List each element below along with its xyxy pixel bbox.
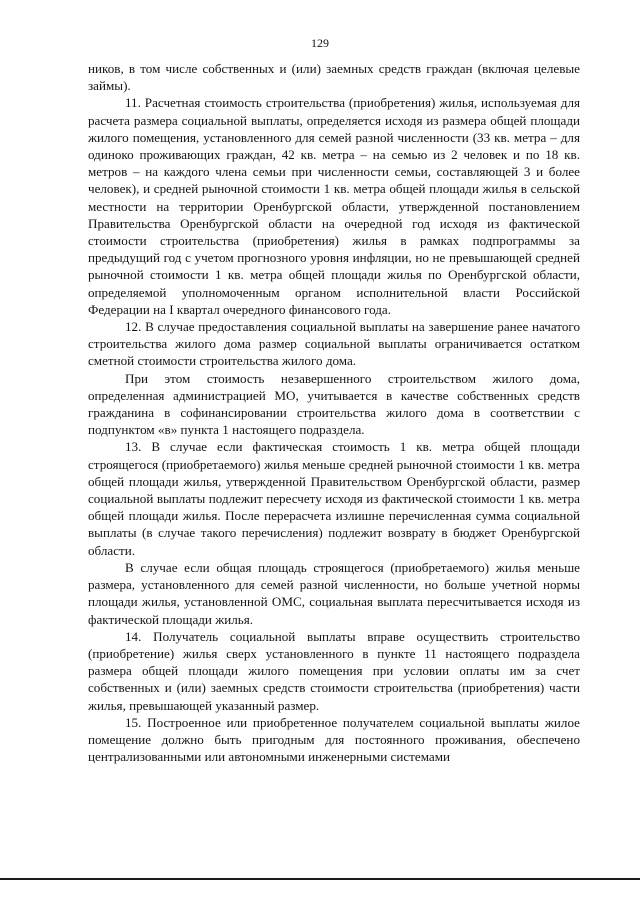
page-number: 129: [311, 36, 329, 50]
paragraph: При этом стоимость незавершенного строительством жилого дома, определенная администрацией МО, учитывается в качестве собственных средств гражданина в софинансировании строительства жилого дома в соответствии с подпунктом «в» пункта 1 настоящего подраздела.: [88, 370, 580, 438]
scan-bottom-edge-line: [0, 878, 640, 880]
paragraph: 12. В случае предоставления социальной выплаты на завершение ранее начатого строительства жилого дома размер социальной выплаты ограничивается остатком сметной стоимости строительства жилого дома.: [88, 319, 580, 369]
paragraph: В случае если общая площадь строящегося (приобретаемого) жилья меньше размера, установленного для семей разной численности, но больше учетной нормы площади жилья, установленной ОМС, социальная выплата пересчитывается исходя из фактической площади жилья.: [88, 559, 580, 627]
paragraph: 13. В случае если фактическая стоимость 1 кв. метра общей площади строящегося (приобретаемого) жилья меньше средней рыночной стоимости 1 кв. метра общей площади жилья, утвержденной Правительством Оренбургской области, размер социальной выплаты подлежит пересчету исходя из фактической стоимости 1 кв. метра общей площади жилья. После перерасчета излишне перечисленная сумма социальной выплаты (в случае такого перечисления) подлежит возврату в бюджет Оренбургской области.: [88, 439, 580, 558]
paragraph: 15. Построенное или приобретенное получателем социальной выплаты жилое помещение должно быть пригодным для постоянного проживания, обеспечено централизованными или автономными инженерными системами: [88, 714, 580, 765]
document-body: [88, 60, 580, 765]
paragraph: ников, в том числе собственных и (или) заемных средств граждан (включая целевые займы).: [88, 61, 580, 94]
paragraph: 14. Получатель социальной выплаты вправе осуществить строительство (приобретение) жилья сверх установленного в пункте 11 настоящего подраздела размера общей площади жилого помещения при условии оплаты им за счет собственных и (или) заемных средств стоимости строительства (приобретения) части жилья, превышающей указанный размер.: [88, 628, 580, 713]
paragraph: 11. Расчетная стоимость строительства (приобретения) жилья, используемая для расчета размера социальной выплаты, определяется исходя из размера общей площади жилого помещения, установленного для семей разной численности (33 кв. метра – для одиноко проживающих граждан, 42 кв. метра – на семью из 2 человек и по 18 кв. метров – на каждого члена семьи при численности семьи, составляющей 3 и более человек), и средней рыночной стоимости 1 кв. метра общей площади жилья в сельской местности на территории Оренбургской области, утвержденной постановлением Правительства Оренбургской области на очередной год исходя из фактической стоимости строительства (приобретения) жилья в рамках подпрограммы за предыдущий год с учетом прогнозного уровня инфляции, но не превышающей средней рыночной стоимости 1 кв. метра общей площади жилья по Оренбургской области, определяемой уполномоченным органом исполнительной власти Российской Федерации на I квартал очередного финансового года.: [88, 95, 580, 317]
